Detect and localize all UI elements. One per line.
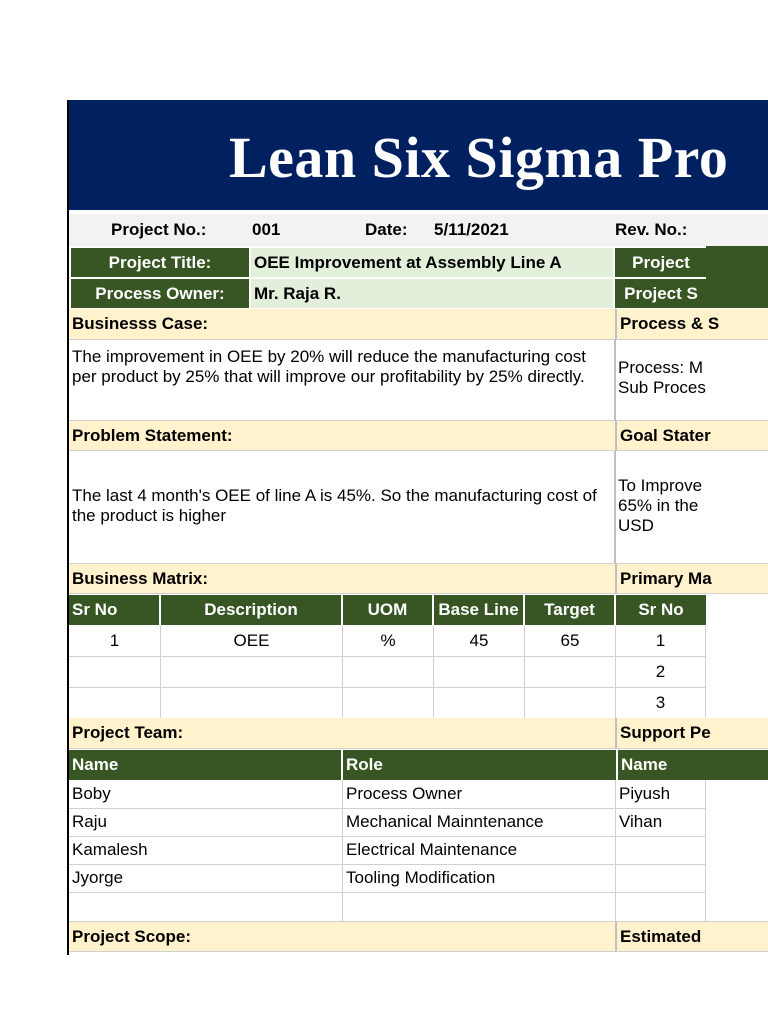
primary-metric-label: Primary Ma	[615, 563, 768, 594]
project-title-label: Project Title:	[71, 248, 249, 277]
support-name-cell[interactable]	[616, 837, 706, 865]
support-name-cell[interactable]	[616, 893, 706, 922]
process-line-2: Sub Proces	[618, 378, 706, 397]
goal-statement-label: Goal Stater	[615, 420, 768, 451]
process-owner-value[interactable]: Mr. Raja R.	[251, 279, 613, 308]
page-title: Lean Six Sigma Pro	[229, 125, 729, 190]
header-right-fill	[706, 246, 768, 308]
matrix-cell[interactable]	[525, 657, 616, 688]
project-scope-label: Project Scope:	[69, 921, 615, 952]
team-role-cell[interactable]: Process Owner	[343, 780, 616, 809]
matrix-cell[interactable]	[343, 657, 434, 688]
estimated-label: Estimated	[615, 921, 768, 952]
matrix-cell[interactable]	[161, 688, 343, 719]
team-name-cell[interactable]: Kamalesh	[69, 837, 343, 865]
process-line-1: Process: M	[618, 358, 704, 377]
right-label-1: Project	[615, 248, 707, 277]
business-matrix-label: Business Matrix:	[69, 563, 615, 594]
matrix-header-sr-no: Sr No	[69, 595, 161, 625]
project-team-label: Project Team:	[69, 718, 615, 749]
matrix-header-uom: UOM	[343, 595, 434, 625]
matrix-cell[interactable]	[343, 688, 434, 719]
matrix-header-description: Description	[161, 595, 343, 625]
team-role-cell[interactable]: Mechanical Mainntenance	[343, 809, 616, 837]
support-label: Support Pe	[615, 718, 768, 749]
matrix-cell[interactable]: 45	[434, 626, 525, 657]
process-owner-label: Process Owner:	[71, 279, 249, 308]
team-role-cell[interactable]: Tooling Modification	[343, 865, 616, 893]
team-name-cell[interactable]: Boby	[69, 780, 343, 809]
support-name-cell[interactable]: Piyush	[616, 780, 706, 809]
column-divider	[614, 451, 616, 563]
team-role-cell[interactable]	[343, 893, 616, 922]
process-label: Process & S	[615, 309, 768, 340]
primary-metric-cell[interactable]: 2	[616, 657, 706, 688]
goal-line-3: USD	[618, 516, 654, 535]
business-case-text[interactable]: The improvement in OEE by 20% will reduce the manufacturing cost per product by 25% that will improve our profitability by 25% directly.	[72, 347, 587, 386]
matrix-cell[interactable]: 65	[525, 626, 616, 657]
team-role-cell[interactable]: Electrical Maintenance	[343, 837, 616, 865]
goal-line-2: 65% in the	[618, 496, 699, 515]
rev-no-label: Rev. No.:	[615, 220, 688, 239]
team-header-name: Name	[69, 750, 343, 780]
column-divider	[614, 340, 616, 420]
team-name-cell[interactable]: Raju	[69, 809, 343, 837]
matrix-cell[interactable]	[434, 688, 525, 719]
matrix-cell[interactable]	[69, 657, 161, 688]
matrix-cell[interactable]	[69, 688, 161, 719]
project-charter-sheet	[67, 100, 768, 955]
date-value[interactable]: 5/11/2021	[434, 220, 509, 239]
matrix-cell[interactable]	[434, 657, 525, 688]
problem-statement-text[interactable]: The last 4 month's OEE of line A is 45%. So the manufacturing cost of the product is higher	[72, 486, 597, 525]
team-name-cell[interactable]	[69, 893, 343, 922]
project-no-label: Project No.:	[111, 220, 207, 239]
matrix-header-target: Target	[525, 595, 616, 625]
matrix-header-base-line: Base Line	[434, 595, 525, 625]
primary-metric-cell[interactable]: 1	[616, 626, 706, 657]
team-name-cell[interactable]: Jyorge	[69, 865, 343, 893]
title-banner	[69, 100, 768, 210]
date-label: Date:	[365, 220, 408, 239]
problem-statement-label: Problem Statement:	[69, 420, 615, 451]
primary-metric-cell[interactable]: 3	[616, 688, 706, 719]
support-name-cell[interactable]: Vihan	[616, 809, 706, 837]
support-name-cell[interactable]	[616, 865, 706, 893]
goal-line-1: To Improve	[618, 476, 703, 495]
team-header-role: Role	[343, 750, 616, 780]
matrix-cell[interactable]: OEE	[161, 626, 343, 657]
business-case-label: Businesss Case:	[69, 309, 615, 340]
matrix-cell[interactable]	[525, 688, 616, 719]
support-header-name: Name	[616, 750, 768, 780]
primary-header-sr-no: Sr No	[616, 595, 706, 625]
matrix-cell[interactable]: %	[343, 626, 434, 657]
project-title-value[interactable]: OEE Improvement at Assembly Line A	[251, 248, 613, 277]
right-label-2: Project S	[615, 279, 707, 308]
matrix-cell[interactable]	[161, 657, 343, 688]
project-no-value[interactable]: 001	[252, 220, 281, 239]
matrix-cell[interactable]: 1	[69, 626, 161, 657]
